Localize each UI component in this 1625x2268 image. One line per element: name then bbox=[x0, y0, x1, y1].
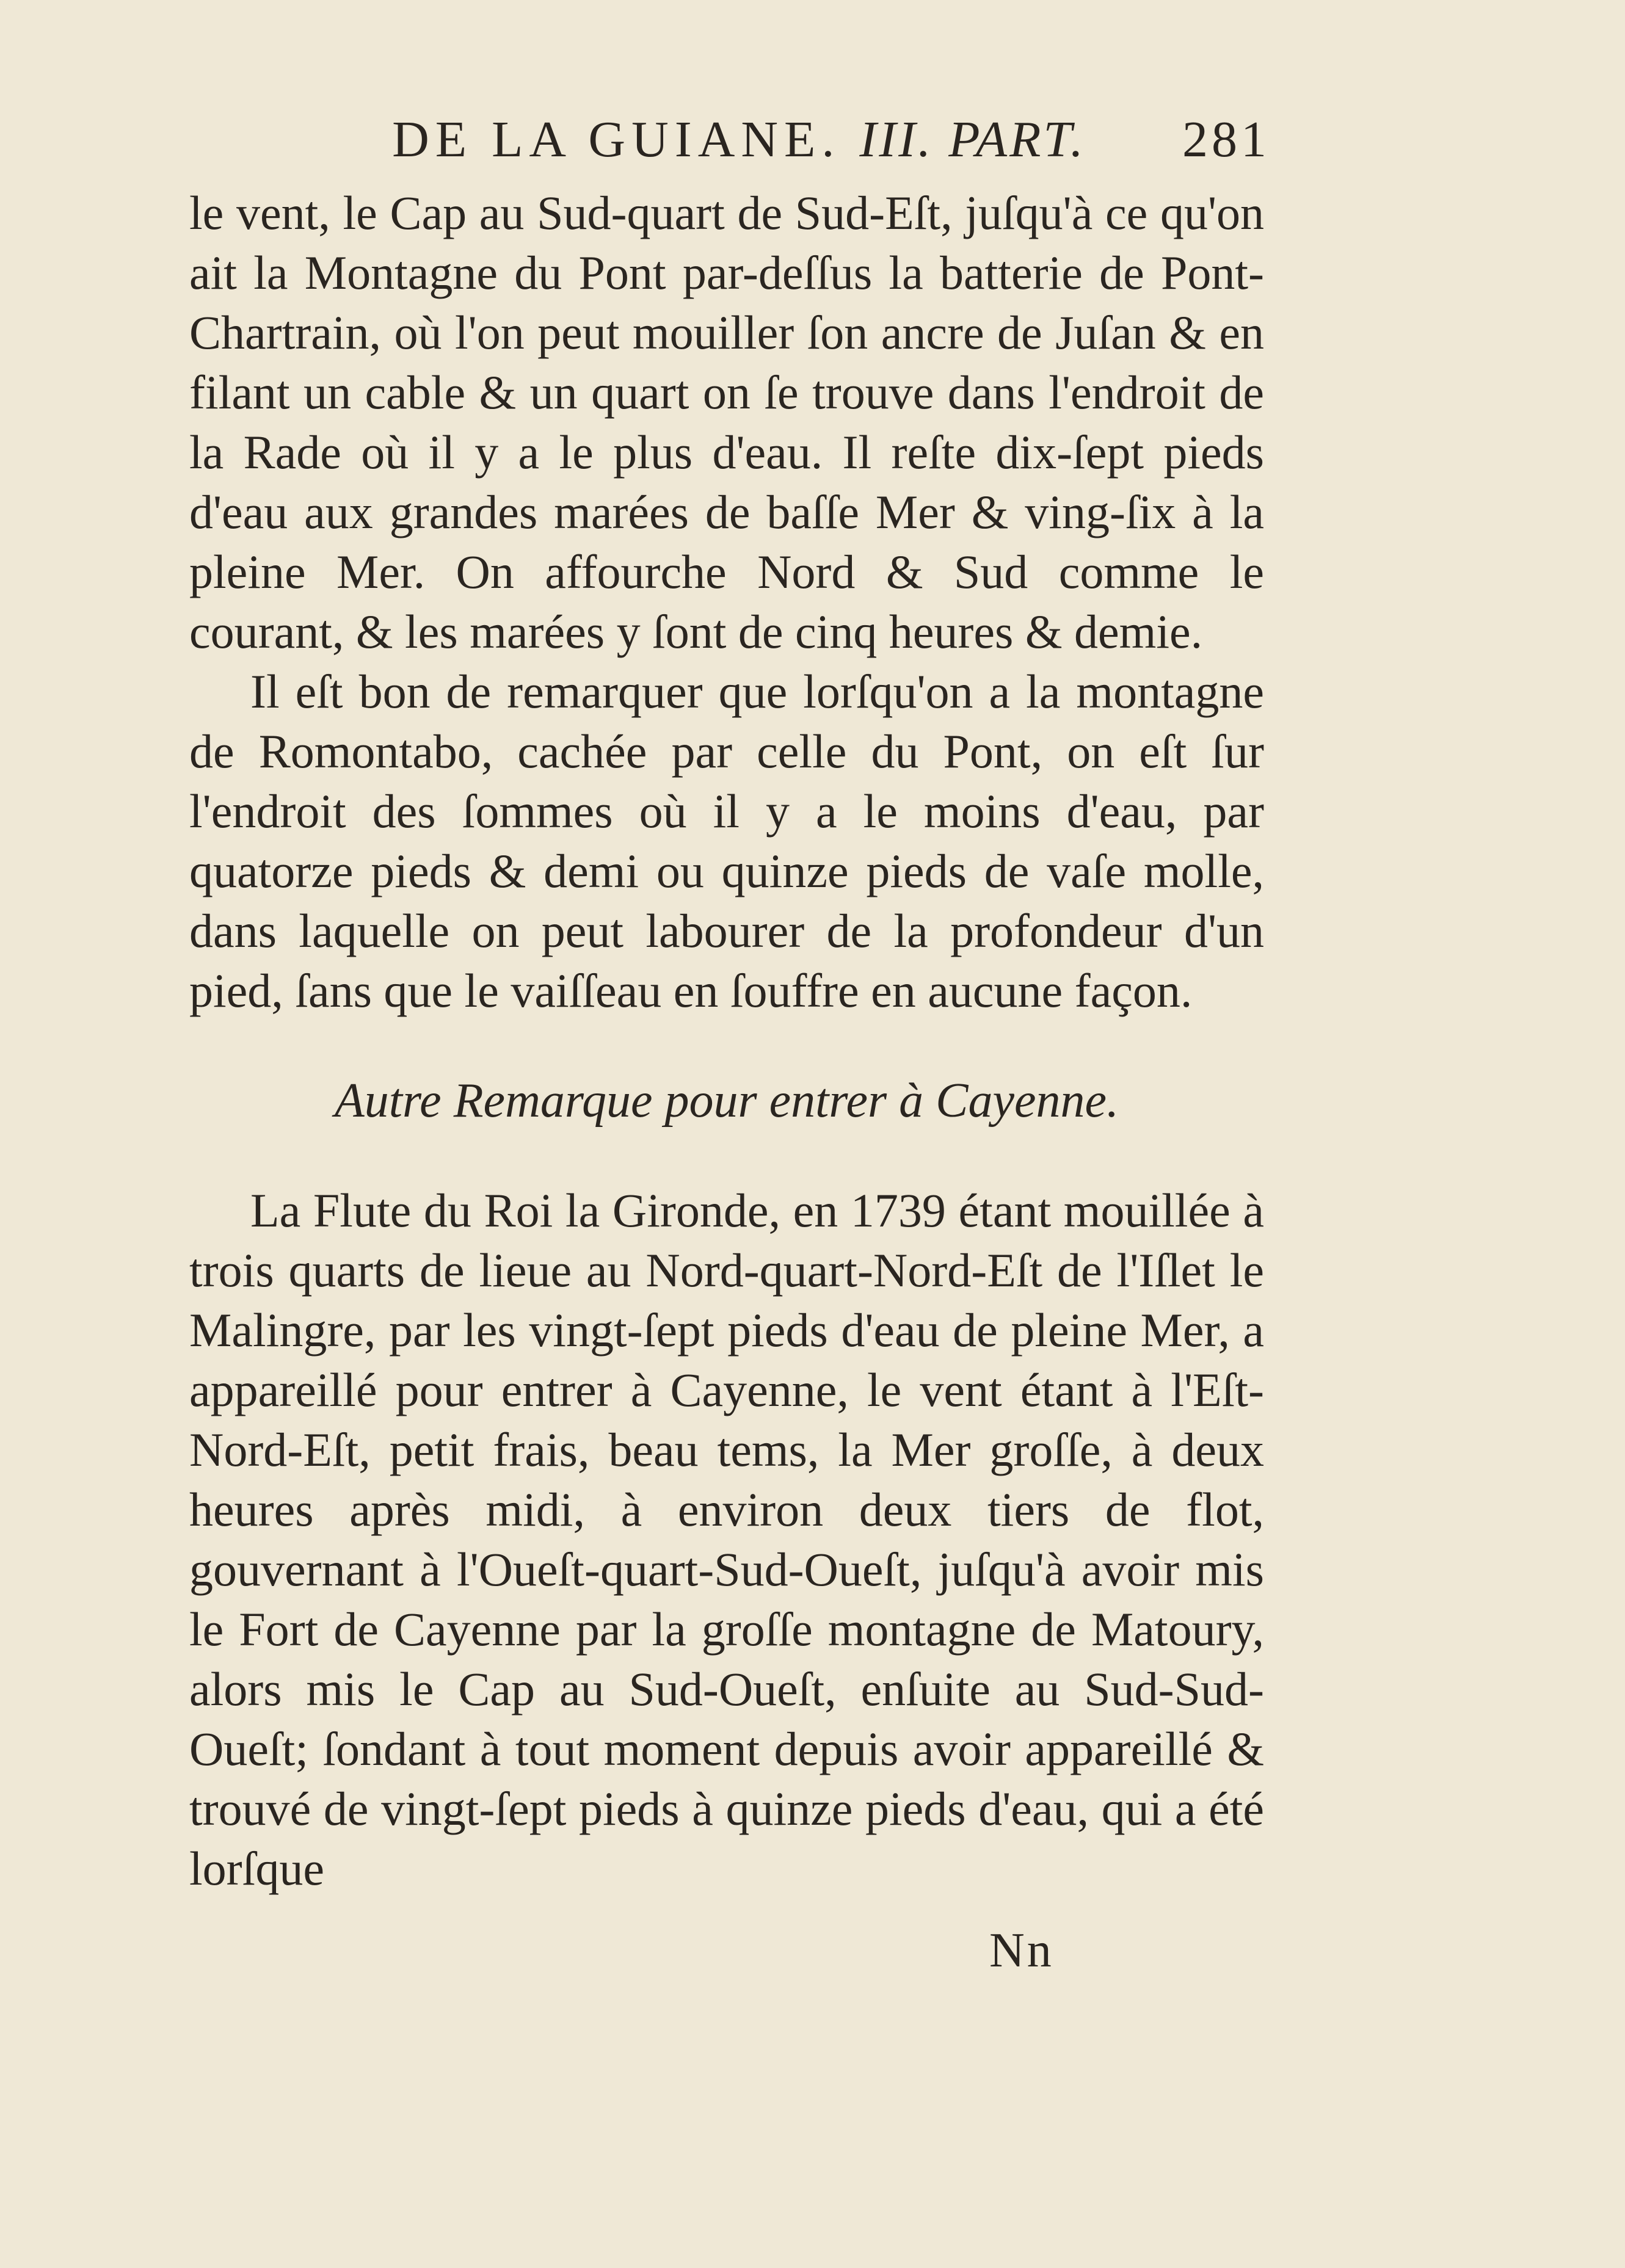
paragraph-3: La Flute du Roi la Gironde, en 1739 étant mouillée à trois quarts de lieue au Nord-quart-Nord-Eſt de l'Iſlet le Malingre, par les vingt-ſept pieds d'eau de pleine Mer, a appareillé pour entrer à Cayenne, le vent étant à l'Eſt-Nord-Eſt, petit frais, beau tems, la Mer groſſe, à deux heures après midi, à environ deux tiers de flot, gouvernant à l'Oueſt-quart-Sud-Oueſt, juſqu'à avoir mis le Fort de Cayenne par la groſſe montagne de Matoury, alors mis le Cap au Sud-Oueſt, enſuite au Sud-Sud-Oueſt; ſondant à tout moment depuis avoir appareillé & trouvé de vingt-ſept pieds à quinze pieds d'eau, qui a été lorſque bbox=[189, 1184, 1264, 1895]
page-number: 281 bbox=[1182, 111, 1270, 168]
part-label: III. PART. bbox=[859, 111, 1086, 168]
paragraph-2: Il eſt bon de remarquer que lorſqu'on a la montagne de Romontabo, cachée par celle du Pont, on eſt ſur l'endroit des ſommes où il y a le moins d'eau, par quatorze pieds & demi ou quinze pieds de vaſe molle, dans laquelle on peut labourer de la profondeur d'un pied, ſans que le vaiſſeau en ſouffre en aucune façon. bbox=[189, 665, 1264, 1017]
section-subheading: Autre Remarque pour entrer à Cayenne. bbox=[334, 1074, 1119, 1128]
signature-mark: Nn bbox=[989, 1924, 1054, 1977]
running-title-text: DE LA GUIANE. bbox=[392, 111, 841, 168]
body-text bbox=[189, 183, 1264, 1899]
running-title bbox=[379, 110, 1099, 169]
running-header bbox=[379, 110, 1270, 177]
paragraph-1: le vent, le Cap au Sud-quart de Sud-Eſt, juſqu'à ce qu'on ait la Montagne du Pont par-deſſus la batterie de Pont-Chartrain, où l'on peut mouiller ſon ancre de Juſan & en filant un cable & un quart on ſe trouve dans l'endroit de la Rade où il y a le plus d'eau. Il reſte dix-ſept pieds d'eau aux grandes marées de baſſe Mer & ving-ſix à la pleine Mer. On affourche Nord & Sud comme le courant, & les marées y ſont de cinq heures & demie. bbox=[189, 186, 1264, 658]
